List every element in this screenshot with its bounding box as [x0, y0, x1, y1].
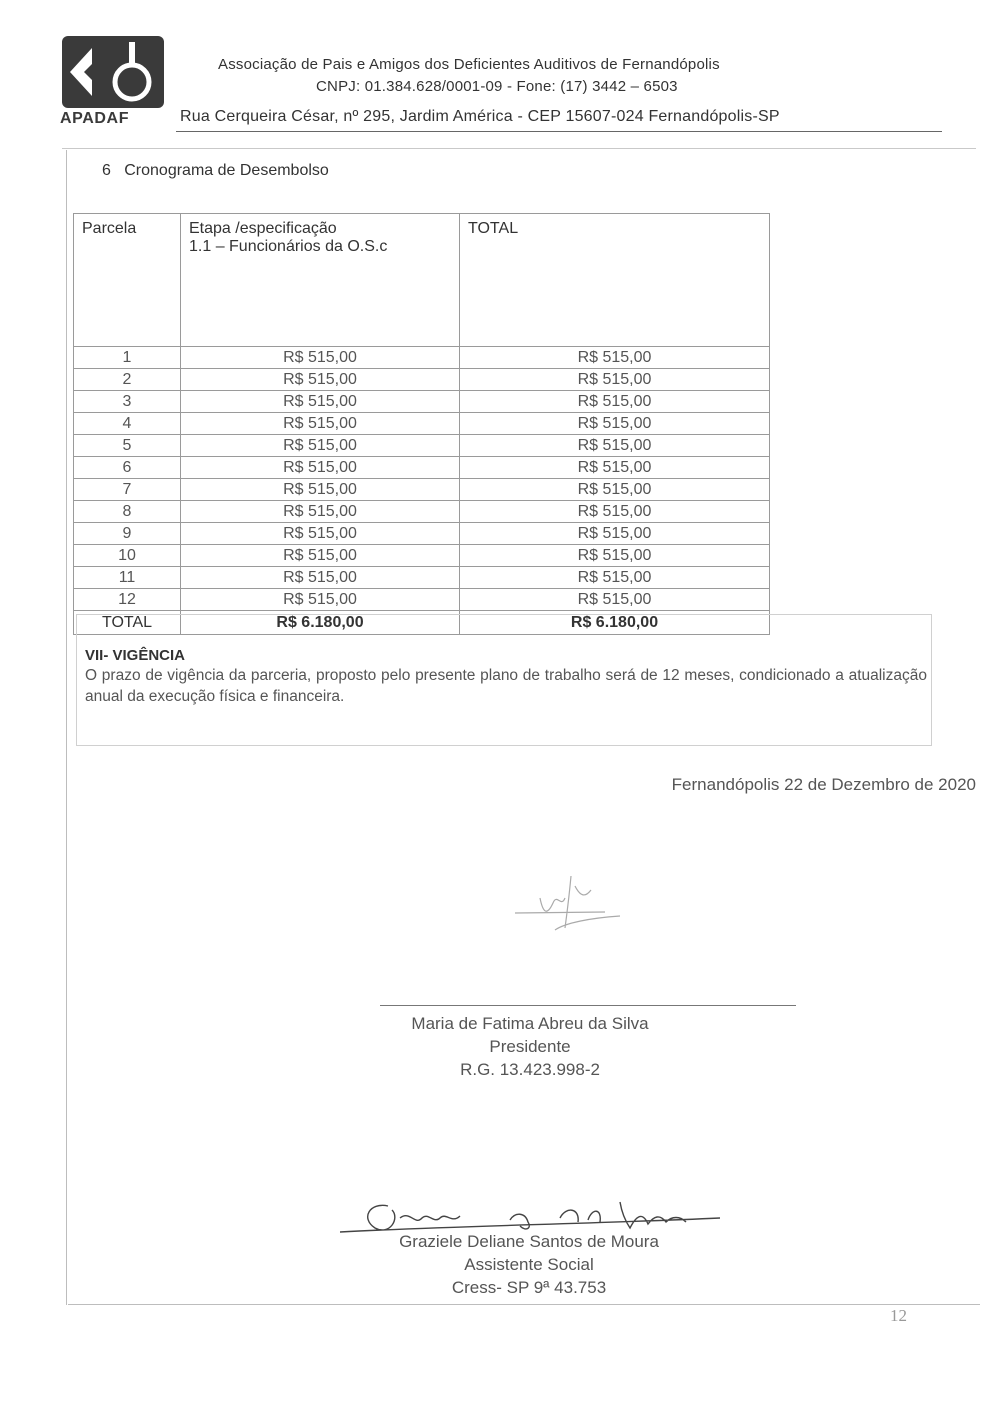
- cell-etapa: R$ 515,00: [181, 413, 460, 435]
- cell-etapa: R$ 515,00: [181, 545, 460, 567]
- header-etapa-line1: Etapa /especificação: [189, 220, 337, 237]
- signatory-2-name: Graziele Deliane Santos de Moura: [399, 1232, 659, 1251]
- vigencia-text: O prazo de vigência da parceria, proposto pelo presente plano de trabalho será de 12 meses, condicionado a atualização anual da execução física e financeira.: [85, 667, 927, 705]
- cell-total: R$ 515,00: [460, 347, 770, 369]
- cell-total: R$ 515,00: [460, 479, 770, 501]
- table-row: [74, 523, 770, 545]
- header-total: TOTAL: [460, 214, 770, 347]
- cell-total: R$ 515,00: [460, 369, 770, 391]
- cell-total: R$ 515,00: [460, 545, 770, 567]
- signatory-2: [374, 1230, 684, 1299]
- table-row: [74, 457, 770, 479]
- table-header-row: [74, 214, 770, 347]
- org-name: Associação de Pais e Amigos dos Deficientes Auditivos de Fernandópolis: [218, 56, 720, 73]
- signatory-2-id: Cress- SP 9ª 43.753: [451, 1278, 607, 1297]
- cell-total: R$ 515,00: [460, 589, 770, 611]
- signatory-1-name: Maria de Fatima Abreu da Silva: [411, 1014, 649, 1033]
- section-heading: [102, 162, 329, 180]
- org-address: Rua Cerqueira César, nº 295, Jardim América - CEP 15607-024 Fernandópolis-SP: [180, 108, 780, 125]
- cell-parcela: 4: [74, 413, 181, 435]
- table-row: [74, 479, 770, 501]
- total-grand: R$ 6.180,00: [460, 611, 770, 635]
- cell-parcela: 9: [74, 523, 181, 545]
- cell-parcela: 12: [74, 589, 181, 611]
- cell-total: R$ 515,00: [460, 435, 770, 457]
- cell-total: R$ 515,00: [460, 523, 770, 545]
- org-logo: [60, 34, 168, 130]
- cell-etapa: R$ 515,00: [181, 479, 460, 501]
- disbursement-table: [73, 213, 770, 635]
- frame-line-top: [62, 148, 976, 149]
- table-row: [74, 567, 770, 589]
- cell-etapa: R$ 515,00: [181, 501, 460, 523]
- frame-line-bottom: [68, 1304, 980, 1305]
- header-divider: [176, 131, 942, 132]
- table-row: [74, 589, 770, 611]
- cell-etapa: R$ 515,00: [181, 589, 460, 611]
- cell-parcela: 2: [74, 369, 181, 391]
- header-etapa-line2: 1.1 – Funcionários da O.S.c: [189, 238, 388, 255]
- cell-parcela: 6: [74, 457, 181, 479]
- cell-parcela: 3: [74, 391, 181, 413]
- cell-total: R$ 515,00: [460, 567, 770, 589]
- cell-etapa: R$ 515,00: [181, 391, 460, 413]
- page-number: 12: [890, 1306, 907, 1325]
- signature-1-line: [380, 1005, 796, 1006]
- table-row: [74, 545, 770, 567]
- table-row: [74, 435, 770, 457]
- header-parcela: Parcela: [74, 214, 181, 347]
- cell-etapa: R$ 515,00: [181, 369, 460, 391]
- org-cnpj-phone: CNPJ: 01.384.628/0001-09 - Fone: (17) 3442 – 6503: [316, 78, 678, 95]
- cell-total: R$ 515,00: [460, 391, 770, 413]
- total-label: TOTAL: [74, 611, 181, 635]
- cell-total: R$ 515,00: [460, 413, 770, 435]
- signatory-2-role: Assistente Social: [464, 1255, 594, 1274]
- section-title: Cronograma de Desembolso: [124, 162, 329, 179]
- signature-1-scribble: [495, 868, 645, 958]
- frame-line-left: [66, 150, 67, 1305]
- cell-parcela: 1: [74, 347, 181, 369]
- header-etapa: [181, 214, 460, 347]
- table-row: [74, 501, 770, 523]
- cell-parcela: 5: [74, 435, 181, 457]
- logo-text: APADAF: [60, 110, 130, 127]
- cell-etapa: R$ 515,00: [181, 347, 460, 369]
- signatory-1-id: R.G. 13.423.998-2: [460, 1060, 600, 1079]
- vigencia-section: [76, 614, 932, 746]
- cell-etapa: R$ 515,00: [181, 523, 460, 545]
- cell-etapa: R$ 515,00: [181, 567, 460, 589]
- signatory-1: [380, 1012, 680, 1081]
- cell-total: R$ 515,00: [460, 457, 770, 479]
- cell-total: R$ 515,00: [460, 501, 770, 523]
- table-row: [74, 391, 770, 413]
- cell-etapa: R$ 515,00: [181, 457, 460, 479]
- cell-etapa: R$ 515,00: [181, 435, 460, 457]
- signatory-1-role: Presidente: [489, 1037, 571, 1056]
- cell-parcela: 8: [74, 501, 181, 523]
- section-number: 6: [102, 162, 111, 179]
- cell-parcela: 11: [74, 567, 181, 589]
- table-row: [74, 369, 770, 391]
- date-place-line: Fernandópolis 22 de Dezembro de 2020: [671, 775, 976, 794]
- table-row: [74, 413, 770, 435]
- cell-parcela: 10: [74, 545, 181, 567]
- logo-emblem: [62, 36, 164, 108]
- total-etapa: R$ 6.180,00: [181, 611, 460, 635]
- vigencia-title: VII- VIGÊNCIA: [85, 647, 186, 664]
- cell-parcela: 7: [74, 479, 181, 501]
- table-row: [74, 347, 770, 369]
